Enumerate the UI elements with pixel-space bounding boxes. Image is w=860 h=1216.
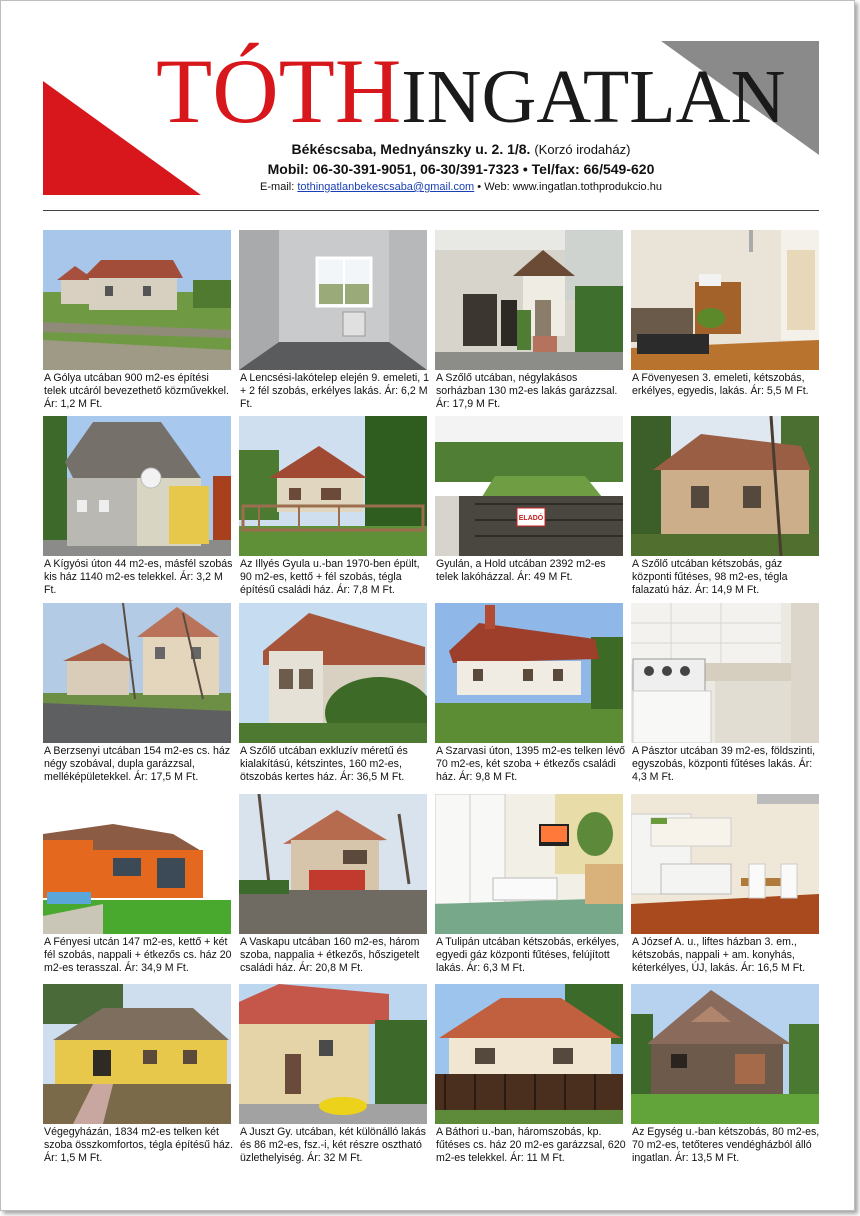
logo-brand-second: INGATLAN bbox=[401, 55, 786, 139]
listing-caption: A Fényesi utcán 147 m2-es, kettő + két fél szobás, nappali + étkezős cs. ház 20 m2-es terasszal. Ár: 34,9 M Ft. bbox=[44, 936, 232, 974]
listing-photo bbox=[631, 794, 819, 934]
listing-photo bbox=[43, 984, 231, 1124]
listing-caption: A Szőlő utcában exkluzív méretű és kialakítású, kétszintes, 160 m2-es, ötszobás kertes ház. Ár: 36,5 M Ft. bbox=[240, 745, 408, 783]
listing-card[interactable] bbox=[631, 603, 819, 783]
listing-caption: A Pásztor utcában 39 m2-es, földszinti, egyszobás, központi fűtéses lakás. Ár: 4,3 M Ft. bbox=[632, 745, 816, 783]
email-label: E-mail: bbox=[260, 181, 295, 193]
listing-caption: A József A. u., liftes házban 3. em., kétszobás, nappali + am. konyhás, kéterkélyes, ÚJ, lakás. Ár: 16,5 M Ft. bbox=[632, 936, 806, 974]
listing-photo bbox=[631, 416, 819, 556]
listing-card[interactable] bbox=[43, 603, 231, 783]
listing-caption: A Báthori u.-ban, háromszobás, kp. fűtéses cs. ház 20 m2-es garázzsal, 620 m2-es telekkel. Ár: 11 M Ft. bbox=[436, 1126, 626, 1164]
listing-card[interactable] bbox=[239, 603, 427, 783]
listing-card[interactable] bbox=[239, 230, 430, 410]
listing-caption: Gyulán, a Hold utcában 2392 m2-es telek lakóházzal. Ár: 49 M Ft. bbox=[436, 558, 606, 583]
listing-card[interactable] bbox=[43, 984, 234, 1164]
listing-card[interactable] bbox=[435, 984, 626, 1164]
listing-caption: Az Illyés Gyula u.-ban 1970-ben épült, 90 m2-es, kettő + fél szobás, tégla építésű családi ház. Ár: 7,8 M Ft. bbox=[240, 558, 420, 596]
listing-card[interactable] bbox=[435, 416, 623, 584]
listing-photo bbox=[239, 230, 427, 370]
listing-photo bbox=[631, 984, 819, 1124]
listing-caption: A Juszt Gy. utcában, két különálló lakás és 86 m2-es, fsz.-i, két részre osztható üzlethelyiség. Ár: 32 M Ft. bbox=[240, 1126, 426, 1164]
listing-photo bbox=[435, 416, 623, 556]
listing-photo bbox=[239, 603, 427, 743]
listing-photo bbox=[239, 984, 427, 1124]
listing-card[interactable] bbox=[435, 603, 626, 783]
listing-card[interactable] bbox=[239, 984, 427, 1164]
listing-caption: Az Egység u.-ban kétszobás, 80 m2-es, 70 m2-es, tetőteres vendégházból álló ingatlan. Ár: 13,5 M Ft. bbox=[632, 1126, 820, 1164]
address-text: Békéscsaba, Mednyánszky u. 2. 1/8. bbox=[291, 141, 531, 157]
listing-photo bbox=[631, 603, 819, 743]
listing-caption: A Kígyósi úton 44 m2-es, másfél szobás kis ház 1140 m2-es telekkel. Ár: 3,2 M Ft. bbox=[44, 558, 233, 596]
email-link[interactable]: tothingatlanbekescsaba@gmail.com bbox=[297, 181, 475, 193]
listing-card[interactable] bbox=[631, 416, 819, 596]
listing-card[interactable] bbox=[43, 794, 231, 974]
logo-brand-first: TÓTH bbox=[156, 40, 402, 142]
company-logo bbox=[156, 40, 786, 142]
address-line bbox=[201, 141, 721, 157]
listing-caption: A Gólya utcában 900 m2-es építési telek utcáról bevezethető közművekkel. Ár: 1,2 M Ft. bbox=[44, 372, 229, 410]
listing-caption: A Tulipán utcában kétszobás, erkélyes, egyedi gáz központi fűtéses, felújított lakás. Ár: 6,3 M Ft. bbox=[436, 936, 620, 974]
listing-photo bbox=[435, 230, 623, 370]
listing-caption: A Fövenyesen 3. emeleti, kétszobás, erkélyes, egyedis, lakás. Ár: 5,5 M Ft. bbox=[632, 372, 809, 397]
listing-photo bbox=[435, 603, 623, 743]
listing-caption: A Szőlő utcában kétszobás, gáz központi fűtéses, 98 m2-es, tégla falazatú ház. Ár: 14,9 M Ft. bbox=[632, 558, 788, 596]
listing-card[interactable] bbox=[631, 794, 819, 974]
listing-caption: Végegyházán, 1834 m2-es telken két szoba összkomfortos, tégla építésű ház. Ár: 1,5 M Ft. bbox=[44, 1126, 234, 1164]
listing-card[interactable] bbox=[631, 230, 819, 398]
listing-photo bbox=[239, 794, 427, 934]
contact-block bbox=[201, 141, 721, 193]
header-divider bbox=[43, 210, 819, 211]
listing-photo bbox=[435, 984, 623, 1124]
listing-caption: A Lencsési-lakótelep elején 9. emeleti, 1 + 2 fél szobás, erkélyes lakás. Ár: 6,2 M Ft. bbox=[240, 372, 430, 410]
listing-photo bbox=[43, 603, 231, 743]
listing-caption: A Vaskapu utcában 160 m2-es, három szoba, nappalia + étkezős, hőszigetelt családi ház. Ár: 20,8 M Ft. bbox=[240, 936, 420, 974]
listing-photo bbox=[631, 230, 819, 370]
listing-photo bbox=[43, 230, 231, 370]
listing-photo bbox=[43, 416, 231, 556]
listing-caption: A Szarvasi úton, 1395 m2-es telken lévő 70 m2-es, két szoba + étkezős családi ház. Ár: 9,8 M Ft. bbox=[436, 745, 626, 783]
listing-caption: A Szőlő utcában, négylakásos sorházban 130 m2-es lakás garázzsal. Ár: 17,9 M Ft. bbox=[436, 372, 618, 410]
address-note: (Korzó irodaház) bbox=[534, 142, 631, 157]
listing-caption: A Berzsenyi utcában 154 m2-es cs. ház négy szobával, dupla garázzsal, melléképületekkel. Ár: 17,5 M Ft. bbox=[44, 745, 231, 783]
listing-card[interactable] bbox=[239, 794, 427, 974]
email-web-line bbox=[201, 181, 721, 193]
listing-photo bbox=[239, 416, 427, 556]
listing-card[interactable] bbox=[435, 230, 623, 410]
for-sale-sign: ELADÓ bbox=[518, 515, 544, 522]
listing-card[interactable] bbox=[631, 984, 819, 1164]
listing-photo bbox=[435, 794, 623, 934]
listing-card[interactable] bbox=[43, 230, 231, 410]
listing-photo bbox=[43, 794, 231, 934]
listing-card[interactable] bbox=[239, 416, 427, 596]
listing-card[interactable] bbox=[43, 416, 231, 596]
phone-line: Mobil: 06-30-391-9051, 06-30/391-7323 • Tel/fax: 66/549-620 bbox=[267, 161, 655, 177]
listing-card[interactable] bbox=[435, 794, 623, 974]
web-text: • Web: www.ingatlan.tothprodukcio.hu bbox=[477, 181, 662, 193]
